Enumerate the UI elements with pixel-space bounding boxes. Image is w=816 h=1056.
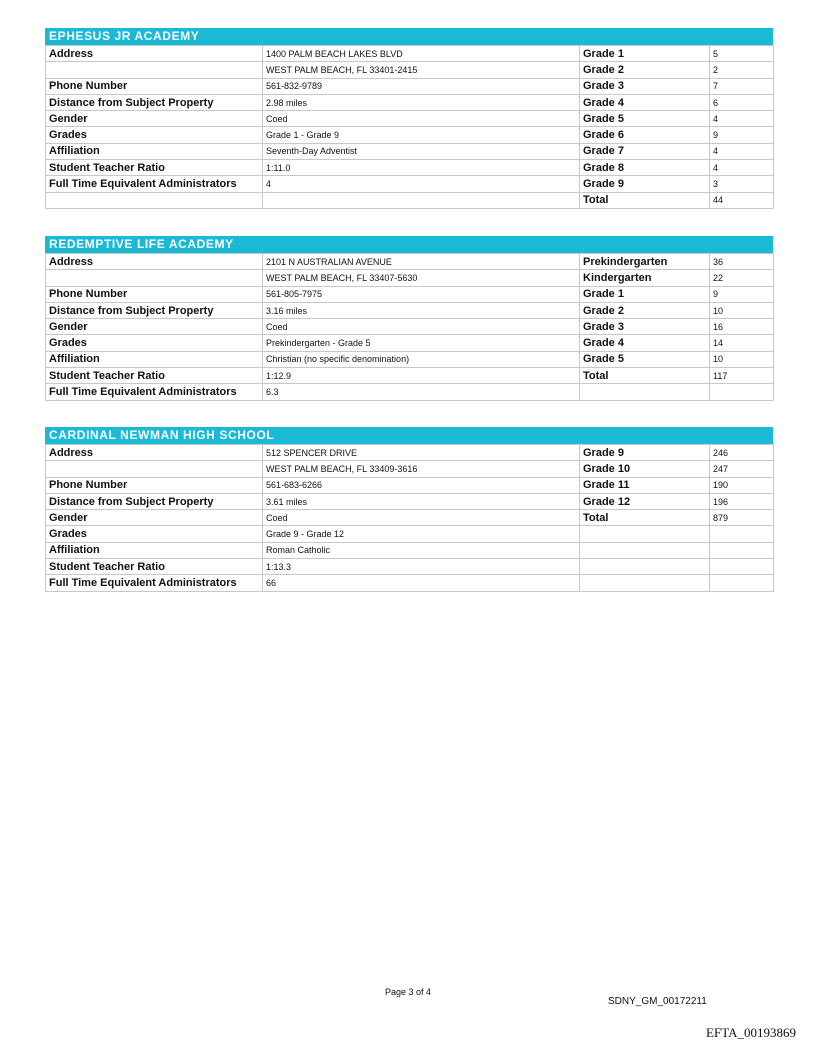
table-row [46,143,774,159]
info-value: Coed [263,510,580,526]
enrollment-grade [580,384,710,400]
info-label: Grades [46,335,263,351]
info-value: 512 SPENCER DRIVE [263,445,580,461]
info-value: WEST PALM BEACH, FL 33401-2415 [263,62,580,78]
info-label: Phone Number [46,78,263,94]
page-number: Page 3 of 4 [384,987,432,997]
info-value: 561-683-6266 [263,477,580,493]
info-label: Gender [46,111,263,127]
table-row [46,127,774,143]
info-value: 2.98 miles [263,94,580,110]
info-value: 1:11.0 [263,160,580,176]
table-row [46,176,774,192]
enrollment-count: 7 [710,78,774,94]
enrollment-count: 16 [710,319,774,335]
info-label: Student Teacher Ratio [46,368,263,384]
info-label: Full Time Equivalent Administrators [46,384,263,400]
info-value: Grade 1 - Grade 9 [263,127,580,143]
table-row [46,368,774,384]
enrollment-count: 4 [710,160,774,176]
info-value: 4 [263,176,580,192]
enrollment-count: 9 [710,286,774,302]
enrollment-grade: Grade 3 [580,78,710,94]
info-label: Student Teacher Ratio [46,559,263,575]
info-value: 6.3 [263,384,580,400]
info-label: Distance from Subject Property [46,94,263,110]
info-label: Address [46,46,263,62]
enrollment-count: 879 [710,510,774,526]
info-label: Affiliation [46,351,263,367]
table-row [46,461,774,477]
school-details-table [45,45,774,209]
enrollment-count: 10 [710,351,774,367]
enrollment-grade: Grade 11 [580,477,710,493]
info-label: Full Time Equivalent Administrators [46,575,263,591]
enrollment-count [710,384,774,400]
info-label: Phone Number [46,286,263,302]
enrollment-grade: Grade 1 [580,286,710,302]
enrollment-count: 196 [710,493,774,509]
bates-number: EFTA_00193869 [706,1025,796,1040]
enrollment-count: 22 [710,270,774,286]
table-row [46,46,774,62]
school-section [45,28,773,209]
table-row [46,270,774,286]
table-row [46,78,774,94]
table-row [46,254,774,270]
enrollment-count: 247 [710,461,774,477]
enrollment-grade: Grade 4 [580,335,710,351]
info-label: Student Teacher Ratio [46,160,263,176]
enrollment-grade: Total [580,368,710,384]
enrollment-grade: Grade 7 [580,143,710,159]
enrollment-count: 246 [710,445,774,461]
table-row [46,160,774,176]
info-value: Grade 9 - Grade 12 [263,526,580,542]
info-value: 561-805-7975 [263,286,580,302]
enrollment-grade: Kindergarten [580,270,710,286]
table-row [46,477,774,493]
enrollment-grade: Grade 1 [580,46,710,62]
enrollment-grade: Grade 9 [580,176,710,192]
info-label: Address [46,254,263,270]
info-label [46,62,263,78]
enrollment-grade [580,526,710,542]
enrollment-grade [580,559,710,575]
school-section [45,427,773,592]
enrollment-grade [580,575,710,591]
info-value: WEST PALM BEACH, FL 33409-3616 [263,461,580,477]
info-value: Prekindergarten - Grade 5 [263,335,580,351]
enrollment-grade: Grade 9 [580,445,710,461]
enrollment-grade [580,542,710,558]
info-value: Coed [263,111,580,127]
info-value: WEST PALM BEACH, FL 33407-5630 [263,270,580,286]
enrollment-grade: Total [580,192,710,208]
enrollment-count: 5 [710,46,774,62]
enrollment-count: 9 [710,127,774,143]
enrollment-count: 190 [710,477,774,493]
enrollment-grade: Grade 12 [580,493,710,509]
enrollment-count: 14 [710,335,774,351]
table-row [46,526,774,542]
table-row [46,493,774,509]
info-label: Distance from Subject Property [46,493,263,509]
enrollment-grade: Grade 5 [580,111,710,127]
table-row [46,111,774,127]
school-name: EPHESUS JR ACADEMY [45,28,773,45]
enrollment-grade: Grade 5 [580,351,710,367]
info-value: 561-832-9789 [263,78,580,94]
school-section [45,236,773,401]
table-row [46,286,774,302]
enrollment-count: 44 [710,192,774,208]
info-value: Roman Catholic [263,542,580,558]
enrollment-grade: Total [580,510,710,526]
enrollment-count: 4 [710,111,774,127]
school-name: REDEMPTIVE LIFE ACADEMY [45,236,773,253]
school-details-table [45,253,774,401]
info-value: Christian (no specific denomination) [263,351,580,367]
info-value: 1400 PALM BEACH LAKES BLVD [263,46,580,62]
enrollment-count: 117 [710,368,774,384]
info-value: 1:12.9 [263,368,580,384]
school-name: CARDINAL NEWMAN HIGH SCHOOL [45,427,773,444]
table-row [46,94,774,110]
table-row [46,445,774,461]
table-row [46,510,774,526]
info-value: 3.61 miles [263,493,580,509]
info-label: Affiliation [46,143,263,159]
info-label: Affiliation [46,542,263,558]
info-label: Distance from Subject Property [46,302,263,318]
enrollment-grade: Grade 4 [580,94,710,110]
enrollment-count [710,526,774,542]
enrollment-count: 2 [710,62,774,78]
info-value [263,192,580,208]
table-row [46,542,774,558]
enrollment-count: 3 [710,176,774,192]
info-label: Gender [46,319,263,335]
info-label [46,192,263,208]
table-row [46,335,774,351]
enrollment-grade: Grade 6 [580,127,710,143]
enrollment-count [710,575,774,591]
info-value: 3.16 miles [263,302,580,318]
info-value: 66 [263,575,580,591]
info-label: Full Time Equivalent Administrators [46,176,263,192]
enrollment-grade: Grade 2 [580,62,710,78]
enrollment-grade: Grade 10 [580,461,710,477]
info-value: Seventh-Day Adventist [263,143,580,159]
table-row [46,384,774,400]
info-value: 2101 N AUSTRALIAN AVENUE [263,254,580,270]
enrollment-grade: Grade 3 [580,319,710,335]
enrollment-count [710,559,774,575]
enrollment-count [710,542,774,558]
table-row [46,575,774,591]
school-details-table [45,444,774,592]
enrollment-grade: Prekindergarten [580,254,710,270]
table-row [46,559,774,575]
enrollment-count: 4 [710,143,774,159]
info-label: Address [46,445,263,461]
info-label [46,270,263,286]
enrollment-count: 36 [710,254,774,270]
info-label: Phone Number [46,477,263,493]
table-row [46,62,774,78]
table-row [46,192,774,208]
enrollment-count: 6 [710,94,774,110]
info-label: Grades [46,127,263,143]
document-id: SDNY_GM_00172211 [608,996,707,1007]
table-row [46,351,774,367]
table-row [46,319,774,335]
enrollment-grade: Grade 2 [580,302,710,318]
info-value: Coed [263,319,580,335]
enrollment-count: 10 [710,302,774,318]
info-label: Grades [46,526,263,542]
info-value: 1:13.3 [263,559,580,575]
enrollment-grade: Grade 8 [580,160,710,176]
info-label [46,461,263,477]
info-label: Gender [46,510,263,526]
table-row [46,302,774,318]
